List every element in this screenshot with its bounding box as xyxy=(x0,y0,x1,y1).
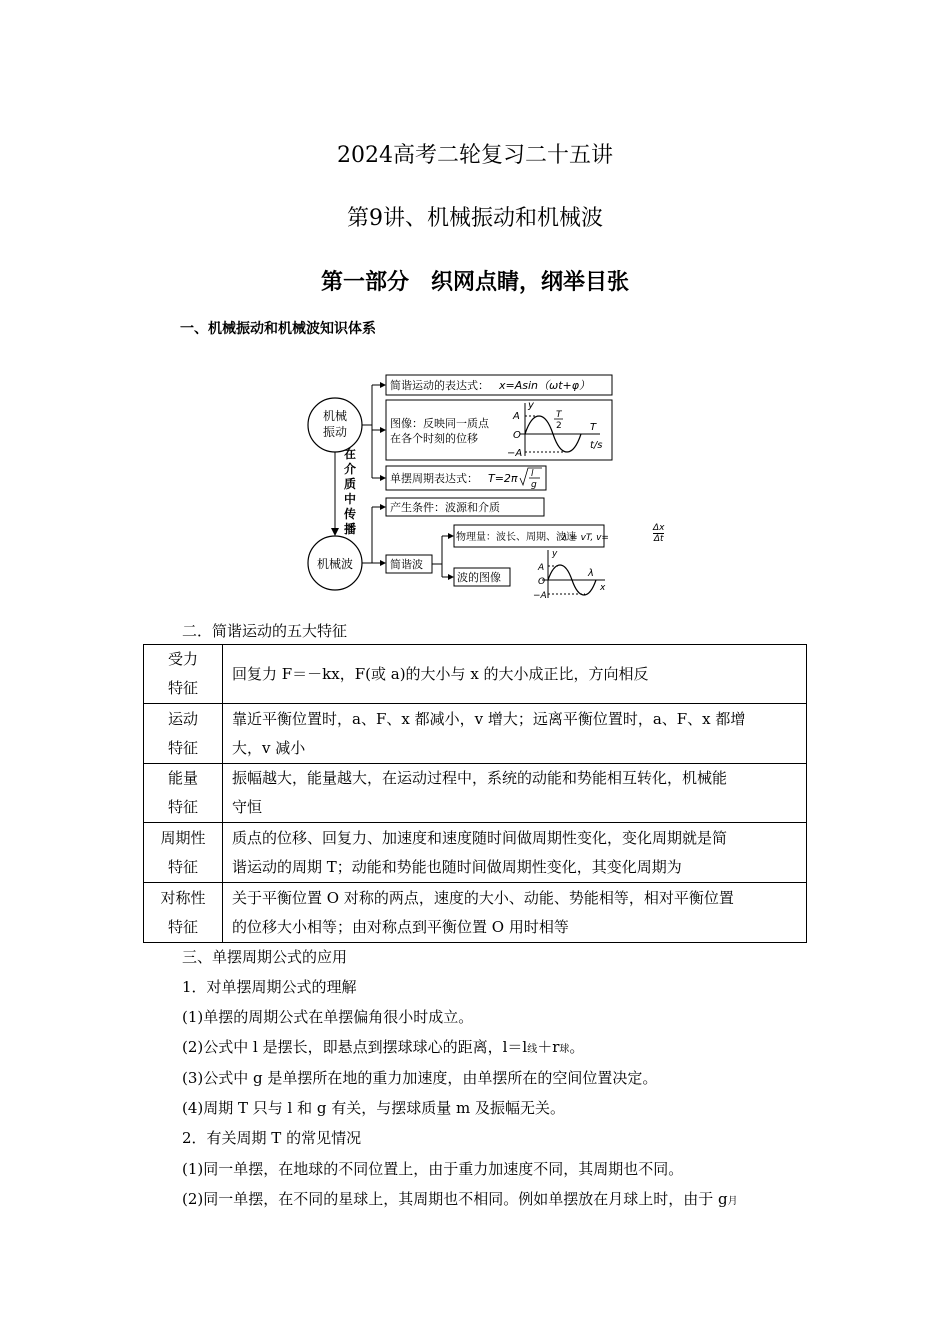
propagate-label xyxy=(343,446,356,536)
pendulum-label: 单摆周期表达式： xyxy=(390,472,478,485)
row-label: 受力 特征 xyxy=(144,645,223,704)
sub-heading-2: 2．有关周期 T 的常见情况 xyxy=(182,1129,362,1147)
section1-heading: 一、机械振动和机械波知识体系 xyxy=(180,321,376,337)
svg-text:λ: λ xyxy=(588,568,594,579)
item-2: (2)公式中 l 是摆长，即悬点到摆球球心的距离，l＝l线＋r球。 xyxy=(182,1038,585,1056)
shm-formula: x=Asin（ωt+φ） xyxy=(499,379,591,392)
wave-graph xyxy=(533,549,606,601)
wave-label: 机械波 xyxy=(316,557,354,571)
table-row xyxy=(144,823,807,883)
svg-text:A: A xyxy=(538,563,545,573)
svg-text:O: O xyxy=(513,430,521,441)
shm-expression-label: 简谐运动的表达式： xyxy=(390,379,489,392)
row-content: 关于平衡位置 O 对称的两点，速度的大小、动能、势能相等，相对平衡位置 的位移大小相等；由对称点到平衡位置 O 用时相等 xyxy=(223,883,807,943)
delta-x: Δx xyxy=(653,523,665,533)
wave-image-label: 波的图像 xyxy=(457,571,501,584)
delta-t: Δt xyxy=(653,534,664,544)
physical-qty: 物理量：波长、周期、波速 xyxy=(456,532,576,543)
image-desc-2: 在各个时刻的位移 xyxy=(390,432,478,445)
svg-text:y: y xyxy=(528,400,534,411)
physical-formula: λ = vT, v= xyxy=(562,533,609,543)
sub-heading-1: 1．对单摆周期公式的理解 xyxy=(182,978,357,996)
table-row xyxy=(144,883,807,943)
section2-heading: 二．简谐运动的五大特征 xyxy=(182,622,348,640)
vibration-graph xyxy=(507,400,603,459)
row-label: 对称性 特征 xyxy=(144,883,223,943)
row-label: 能量 特征 xyxy=(144,764,223,823)
document-title: 2024高考二轮复习二十五讲 xyxy=(337,143,613,168)
svg-text:中: 中 xyxy=(344,492,357,506)
svg-text:播: 播 xyxy=(344,522,357,536)
svg-text:g: g xyxy=(531,480,537,490)
svg-text:−A: −A xyxy=(533,591,547,601)
delta-fraction xyxy=(653,523,664,544)
svg-text:x: x xyxy=(600,583,606,593)
features-table xyxy=(143,644,807,943)
row-label: 周期性 特征 xyxy=(144,823,223,883)
svg-text:T: T xyxy=(556,410,562,420)
row-content: 靠近平衡位置时，a、F、x 都减小，v 增大；远离平衡位置时，a、F、x 都增 大，v 减小 xyxy=(223,704,807,764)
svg-text:质: 质 xyxy=(344,477,357,491)
image-box xyxy=(386,400,612,460)
item-5: (1)同一单摆，在地球的不同位置上，由于重力加速度不同，其周期也不同。 xyxy=(182,1160,684,1178)
row-content: 质点的位移、回复力、加速度和速度随时间做周期性变化，变化周期就是简 谐运动的周期 T；动能和势能也随时间做周期性变化，其变化周期为 xyxy=(223,823,807,883)
knowledge-diagram xyxy=(300,370,620,605)
simple-wave-label: 简谐波 xyxy=(390,558,423,571)
row-content: 振幅越大，能量越大，在运动过程中，系统的动能和势能相互转化，机械能 守恒 xyxy=(223,764,807,823)
wave-condition: 产生条件：波源和介质 xyxy=(390,501,500,514)
row-content: 回复力 F＝－kx，F(或 a)的大小与 x 的大小成正比，方向相反 xyxy=(223,645,807,704)
svg-text:介: 介 xyxy=(344,462,357,476)
pendulum-formula: T=2π xyxy=(488,472,518,485)
item-4: (4)周期 T 只与 l 和 g 有关，与摆球质量 m 及振幅无关。 xyxy=(182,1099,566,1117)
table-row xyxy=(144,764,807,823)
svg-text:A: A xyxy=(513,411,520,422)
propagate-arrowhead xyxy=(331,528,339,536)
svg-text:O: O xyxy=(538,577,546,587)
svg-text:y: y xyxy=(552,549,558,559)
vibration-label-1: 机械 xyxy=(322,409,348,423)
svg-text:T: T xyxy=(590,422,597,433)
item-3: (3)公式中 g 是单摆所在地的重力加速度，由单摆所在的空间位置决定。 xyxy=(182,1069,658,1087)
table-row xyxy=(144,645,807,704)
svg-text:2: 2 xyxy=(556,421,562,431)
svg-text:t/s: t/s xyxy=(590,440,603,451)
svg-text:l: l xyxy=(531,469,534,479)
row-label: 运动 特征 xyxy=(144,704,223,764)
svg-text:−A: −A xyxy=(507,448,523,459)
svg-text:传: 传 xyxy=(344,507,357,521)
item-1: (1)单摆的周期公式在单摆偏角很小时成立。 xyxy=(182,1008,474,1026)
lecture-title: 第9讲、机械振动和机械波 xyxy=(347,206,603,231)
item-6: (2)同一单摆，在不同的星球上，其周期也不相同。例如单摆放在月球上时，由于 g月 xyxy=(182,1190,738,1208)
table-row xyxy=(144,704,807,764)
vibration-label-2: 振动 xyxy=(322,425,348,439)
image-desc-1: 图像：反映同一质点 xyxy=(390,417,489,430)
part-title: 第一部分 织网点睛，纲举目张 xyxy=(320,269,629,295)
svg-text:在: 在 xyxy=(344,447,357,461)
section3-heading: 三、单摆周期公式的应用 xyxy=(182,948,348,966)
